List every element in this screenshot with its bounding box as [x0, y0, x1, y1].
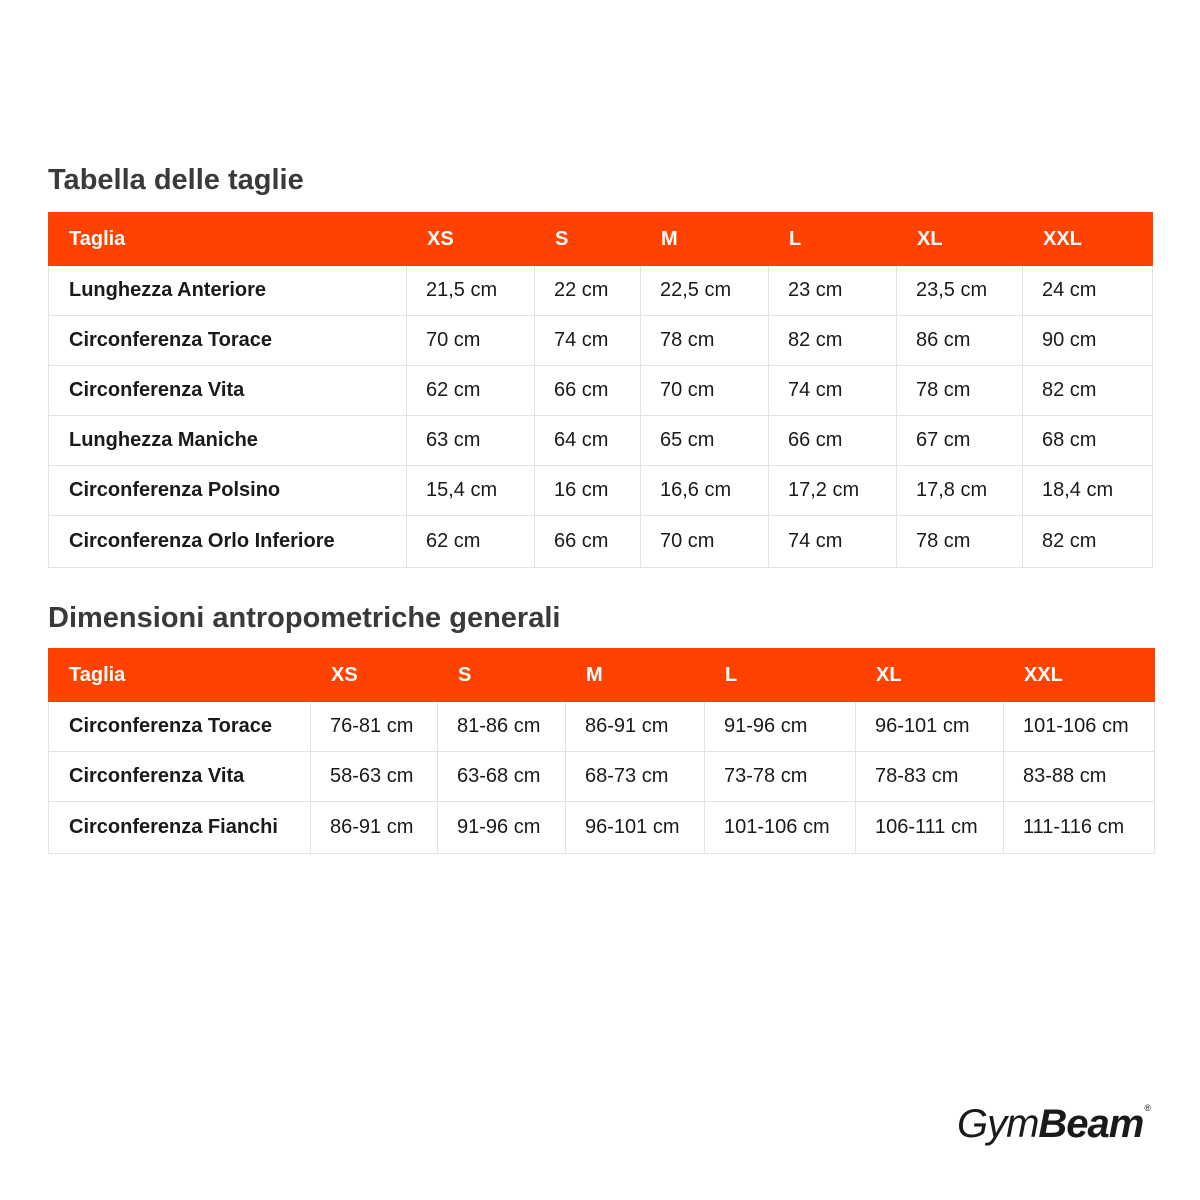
value-cell: 91-96 cm: [705, 702, 856, 752]
header-cell-size-l: L: [705, 649, 856, 702]
header-cell-size-s: S: [535, 213, 641, 266]
table-row: [49, 366, 1153, 416]
value-cell: 24 cm: [1023, 266, 1153, 316]
value-cell: 82 cm: [1023, 516, 1153, 568]
value-cell: 68 cm: [1023, 416, 1153, 466]
value-cell: 64 cm: [535, 416, 641, 466]
value-cell: 78 cm: [641, 316, 769, 366]
anthropometric-table: [48, 648, 1155, 854]
value-cell: 78 cm: [897, 516, 1023, 568]
value-cell: 82 cm: [769, 316, 897, 366]
header-cell-size-l: L: [769, 213, 897, 266]
table-row: [49, 802, 1155, 854]
value-cell: 96-101 cm: [856, 702, 1004, 752]
value-cell: 67 cm: [897, 416, 1023, 466]
value-cell: 15,4 cm: [407, 466, 535, 516]
value-cell: 17,8 cm: [897, 466, 1023, 516]
value-cell: 63 cm: [407, 416, 535, 466]
table-row: [49, 752, 1155, 802]
table-row: [49, 702, 1155, 752]
value-cell: 91-96 cm: [438, 802, 566, 854]
value-cell: 82 cm: [1023, 366, 1153, 416]
value-cell: 86 cm: [897, 316, 1023, 366]
row-label-cell: Circonferenza Vita: [49, 752, 311, 802]
row-label-cell: Circonferenza Torace: [49, 702, 311, 752]
table-row: [49, 316, 1153, 366]
registered-mark: ®: [1144, 1103, 1150, 1113]
value-cell: 83-88 cm: [1004, 752, 1155, 802]
table-header-row: [49, 649, 1155, 702]
value-cell: 18,4 cm: [1023, 466, 1153, 516]
header-cell-size-xxl: XXL: [1004, 649, 1155, 702]
logo-part-beam: Beam: [1038, 1102, 1144, 1146]
value-cell: 74 cm: [535, 316, 641, 366]
value-cell: 17,2 cm: [769, 466, 897, 516]
value-cell: 73-78 cm: [705, 752, 856, 802]
value-cell: 22 cm: [535, 266, 641, 316]
value-cell: 22,5 cm: [641, 266, 769, 316]
header-cell-size-xs: XS: [311, 649, 438, 702]
value-cell: 16 cm: [535, 466, 641, 516]
value-cell: 96-101 cm: [566, 802, 705, 854]
value-cell: 111-116 cm: [1004, 802, 1155, 854]
header-cell-size-m: M: [641, 213, 769, 266]
header-cell-size-label: Taglia: [49, 213, 407, 266]
header-cell-size-xs: XS: [407, 213, 535, 266]
row-label-cell: Lunghezza Anteriore: [49, 266, 407, 316]
header-cell-size-s: S: [438, 649, 566, 702]
value-cell: 101-106 cm: [705, 802, 856, 854]
value-cell: 90 cm: [1023, 316, 1153, 366]
value-cell: 66 cm: [535, 366, 641, 416]
value-cell: 70 cm: [407, 316, 535, 366]
value-cell: 66 cm: [769, 416, 897, 466]
value-cell: 70 cm: [641, 516, 769, 568]
size-chart-table: [48, 212, 1153, 568]
value-cell: 58-63 cm: [311, 752, 438, 802]
value-cell: 62 cm: [407, 516, 535, 568]
row-label-cell: Lunghezza Maniche: [49, 416, 407, 466]
row-label-cell: Circonferenza Vita: [49, 366, 407, 416]
value-cell: 68-73 cm: [566, 752, 705, 802]
value-cell: 78-83 cm: [856, 752, 1004, 802]
value-cell: 106-111 cm: [856, 802, 1004, 854]
header-cell-size-xl: XL: [856, 649, 1004, 702]
value-cell: 23 cm: [769, 266, 897, 316]
value-cell: 86-91 cm: [311, 802, 438, 854]
value-cell: 86-91 cm: [566, 702, 705, 752]
size-table-title: Tabella delle taglie: [48, 164, 304, 196]
value-cell: 63-68 cm: [438, 752, 566, 802]
value-cell: 62 cm: [407, 366, 535, 416]
table-row: [49, 266, 1153, 316]
value-cell: 70 cm: [641, 366, 769, 416]
logo-part-gym: Gym: [956, 1102, 1039, 1146]
header-cell-size-m: M: [566, 649, 705, 702]
value-cell: 76-81 cm: [311, 702, 438, 752]
header-cell-size-label: Taglia: [49, 649, 311, 702]
header-cell-size-xl: XL: [897, 213, 1023, 266]
header-cell-size-xxl: XXL: [1023, 213, 1153, 266]
value-cell: 66 cm: [535, 516, 641, 568]
table-row: [49, 416, 1153, 466]
value-cell: 65 cm: [641, 416, 769, 466]
value-cell: 16,6 cm: [641, 466, 769, 516]
gymbeam-logo: [957, 1104, 1150, 1144]
value-cell: 21,5 cm: [407, 266, 535, 316]
value-cell: 101-106 cm: [1004, 702, 1155, 752]
row-label-cell: Circonferenza Torace: [49, 316, 407, 366]
table-row: [49, 466, 1153, 516]
table-row: [49, 516, 1153, 568]
value-cell: 81-86 cm: [438, 702, 566, 752]
table-header-row: [49, 213, 1153, 266]
value-cell: 74 cm: [769, 366, 897, 416]
row-label-cell: Circonferenza Orlo Inferiore: [49, 516, 407, 568]
anthropometric-table-title: Dimensioni antropometriche generali: [48, 602, 561, 634]
value-cell: 78 cm: [897, 366, 1023, 416]
row-label-cell: Circonferenza Fianchi: [49, 802, 311, 854]
row-label-cell: Circonferenza Polsino: [49, 466, 407, 516]
value-cell: 74 cm: [769, 516, 897, 568]
value-cell: 23,5 cm: [897, 266, 1023, 316]
